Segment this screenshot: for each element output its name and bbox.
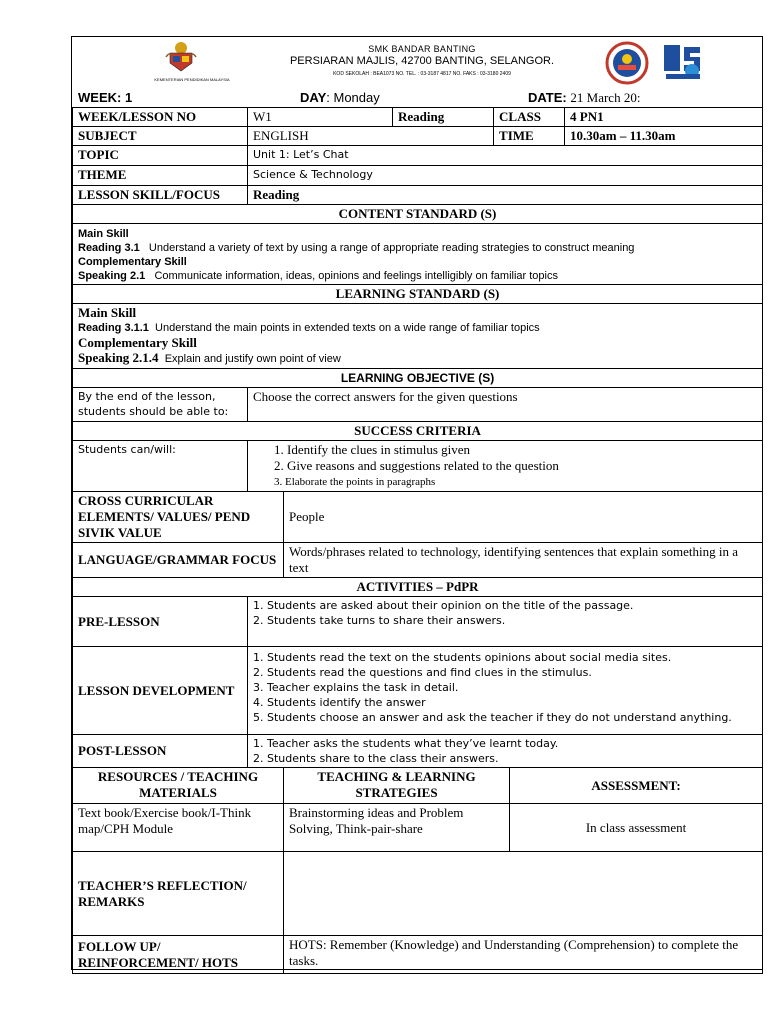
reflection-label: TEACHER’S REFLECTION/ REMARKS	[73, 852, 284, 936]
ls-reading-text: Understand the main points in extended texts on a wide range of familiar topics	[155, 322, 540, 334]
post-lesson-list	[248, 735, 763, 768]
pre-lesson-item: 2. Students take turns to share their answers.	[253, 614, 506, 627]
class-label: CLASS	[494, 108, 565, 127]
success-criteria-item: 3. Elaborate the points in paragraphs	[274, 476, 436, 488]
dev-item: 3. Teacher explains the task in detail.	[253, 681, 459, 694]
school-address: PERSIARAN MAJLIS, 42700 BANTING, SELANGOR.	[289, 55, 555, 67]
school-name: SMK BANDAR BANTING	[368, 44, 476, 54]
week-lesson-value: W1	[248, 108, 393, 127]
letterhead	[72, 37, 762, 89]
resources-heading: RESOURCES / TEACHING MATERIALS	[73, 768, 284, 804]
cs-speaking-text: Communicate information, ideas, opinions and feelings intelligibly on familiar topics	[154, 270, 558, 282]
ls-reading-code: Reading 3.1.1	[78, 322, 149, 334]
dev-item: 4. Students identify the answer	[253, 696, 426, 709]
learning-objective-value: Choose the correct answers for the given questions	[248, 388, 763, 422]
cs-speaking-code: Speaking 2.1	[78, 270, 146, 282]
success-criteria-label: Students can/will:	[73, 441, 248, 492]
theme-label: THEME	[73, 166, 248, 186]
theme-value: Science & Technology	[248, 166, 763, 186]
success-criteria-heading: SUCCESS CRITERIA	[73, 422, 763, 441]
reflection-value	[284, 852, 763, 936]
day-value: : Monday	[326, 90, 380, 105]
assessment-heading: ASSESSMENT:	[510, 768, 763, 804]
dev-item: 5. Students choose an answer and ask the teacher if they do not understand anything.	[253, 711, 732, 724]
follow-up-value: HOTS: Remember (Knowledge) and Understanding (Comprehension) to complete the tasks.	[284, 936, 763, 974]
reading-label: Reading	[393, 108, 494, 127]
content-standard-body	[73, 224, 763, 285]
cs-speaking	[78, 269, 757, 283]
cs-main-skill: Main Skill	[78, 228, 129, 240]
class-value: 4 PN1	[565, 108, 763, 127]
learning-objective-heading: LEARNING OBJECTIVE (S)	[73, 369, 763, 388]
pre-lesson-item: 1. Students are asked about their opinion on the title of the passage.	[253, 599, 634, 612]
activities-heading: ACTIVITIES – PdPR	[73, 578, 763, 597]
ls-speaking	[78, 351, 757, 366]
resources-value: Text book/Exercise book/I-Think map/CPH Module	[73, 804, 284, 852]
learning-standard-body	[73, 304, 763, 369]
content-standard-heading: CONTENT STANDARD (S)	[73, 205, 763, 224]
dev-item: 2. Students read the questions and find clues in the stimulus.	[253, 666, 592, 679]
pre-lesson-label: PRE-LESSON	[73, 597, 248, 647]
time-value: 10.30am – 11.30am	[565, 127, 763, 146]
topic-value: Unit 1: Let’s Chat	[248, 146, 763, 166]
date-field	[528, 90, 640, 106]
day-label: DAY	[300, 90, 327, 105]
time-label: TIME	[494, 127, 565, 146]
date-label: DATE:	[528, 90, 567, 105]
skill-value: Reading	[248, 186, 763, 205]
subject-label: SUBJECT	[73, 127, 248, 146]
week-label: WEEK:	[78, 90, 122, 105]
learning-standard-heading: LEARNING STANDARD (S)	[73, 285, 763, 304]
school-info	[262, 43, 582, 80]
week-value: 1	[124, 90, 133, 105]
assessment-value: In class assessment	[510, 804, 763, 852]
cs-comp-skill: Complementary Skill	[78, 256, 187, 268]
strategies-heading: TEACHING & LEARNING STRATEGIES	[284, 768, 510, 804]
school-contact: KOD SEKOLAH : BEA1073 NO. TEL. : 03-3187 4817 NO. FAKS : 03-3180 2409	[333, 71, 511, 77]
skill-label: LESSON SKILL/FOCUS	[73, 186, 248, 205]
strategies-value: Brainstorming ideas and Problem Solving, Think-pair-share	[284, 804, 510, 852]
cross-curricular-value: People	[284, 492, 763, 543]
success-criteria-item: 1. Identify the clues in stimulus given	[274, 442, 471, 457]
day-field	[300, 90, 380, 105]
grammar-value: Words/phrases related to technology, identifying sentences that explain something in a text	[284, 543, 763, 578]
cs-reading-text: Understand a variety of text by using a range of appropriate reading strategies to construct meaning	[148, 242, 635, 254]
ls-comp-skill: Complementary Skill	[78, 335, 197, 350]
follow-up-label: FOLLOW UP/ REINFORCEMENT/ HOTS	[73, 936, 284, 974]
week-field	[78, 90, 132, 105]
anniversary-logo-icon	[662, 41, 704, 81]
success-criteria-item: 2. Give reasons and suggestions related to the question	[274, 458, 559, 473]
ls-speaking-text: Explain and justify own point of view	[164, 353, 341, 365]
topic-label: TOPIC	[73, 146, 248, 166]
lesson-development-label: LESSON DEVELOPMENT	[73, 647, 248, 735]
post-lesson-label: POST-LESSON	[73, 735, 248, 768]
ls-main-skill: Main Skill	[78, 305, 137, 320]
school-badge-icon	[604, 41, 650, 85]
ls-speaking-code: Speaking 2.1.4	[78, 350, 159, 365]
date-value: 21 March 20:	[570, 90, 641, 105]
cross-curricular-label: CROSS CURRICULAR ELEMENTS/ VALUES/ PEND SIVIK VALUE	[73, 492, 284, 543]
post-lesson-item: 2. Students share to the class their answers.	[253, 752, 499, 765]
week-lesson-label: WEEK/LESSON NO	[73, 108, 248, 127]
subject-value: ENGLISH	[248, 127, 494, 146]
post-lesson-item: 1. Teacher asks the students what they’ve learnt today.	[253, 737, 559, 750]
cs-reading-code: Reading 3.1	[78, 242, 140, 254]
lesson-plan-table	[72, 107, 763, 974]
dev-item: 1. Students read the text on the students opinions about social media sites.	[253, 651, 672, 664]
learning-objective-label: By the end of the lesson, students should be able to:	[73, 388, 248, 422]
lesson-development-list	[248, 647, 763, 735]
lesson-plan-page	[71, 36, 763, 970]
success-criteria-list	[248, 441, 763, 492]
ministry-label: KEMENTERIAN PENDIDIKAN MALAYSIA	[154, 77, 230, 82]
pre-lesson-list	[248, 597, 763, 647]
grammar-label: LANGUAGE/GRAMMAR FOCUS	[73, 543, 284, 578]
coat-of-arms-icon	[164, 39, 198, 73]
ls-reading	[78, 321, 757, 335]
cs-reading	[78, 241, 757, 255]
